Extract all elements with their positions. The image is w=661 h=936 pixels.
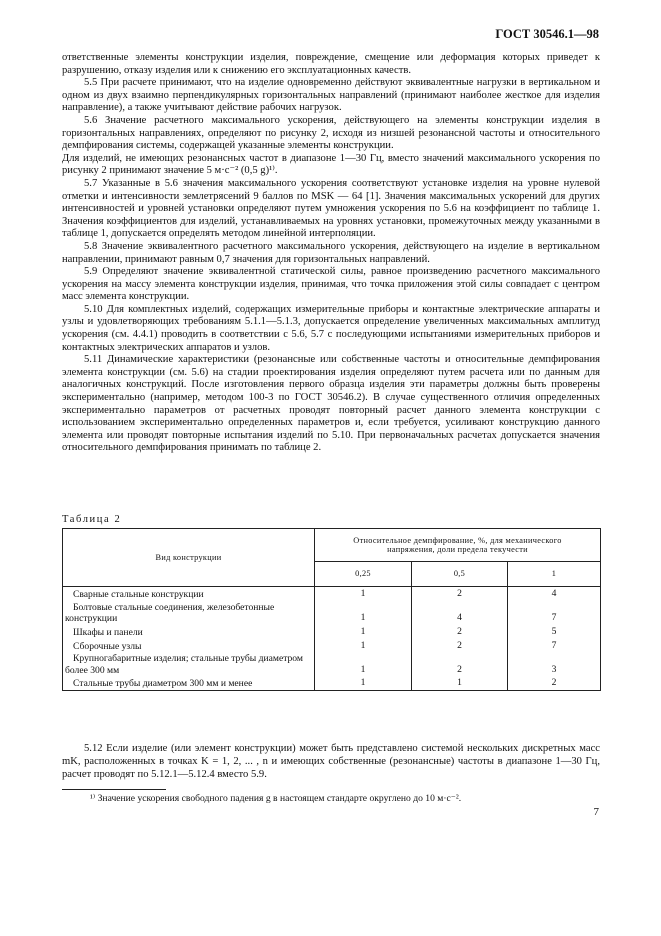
table-cell: 2	[412, 638, 508, 652]
column-header-damping: Относительное демпфирование, %, для механического напряжения, доли предела текучести	[315, 529, 601, 562]
table-cell: 5	[508, 625, 601, 639]
table-caption: Таблица 2	[62, 514, 122, 525]
paragraph-continuation: ответственные элементы конструкции изделия, повреждение, смещение или деформация которых приведет к разрушению, отказу изделия или к снижению его эксплуатационных качеств.	[62, 52, 600, 76]
table-row-name: Шкафы и панели	[63, 625, 315, 639]
standard-header: ГОСТ 30546.1—98	[495, 27, 599, 41]
paragraph-5-8: 5.8 Значение эквивалентного расчетного максимального ускорения, действующего на изделие в вертикальном направлении, принимают равным 0,7 значения для горизонтальных направлений.	[62, 240, 600, 265]
sub-header: 1	[508, 561, 601, 586]
damping-table	[62, 528, 601, 691]
column-header-construction: Вид конструкции	[63, 529, 315, 587]
paragraph-5-6-note: Для изделий, не имеющих резонансных частот в диапазоне 1—30 Гц, вместо значений максимального ускорения по рисунку 2 принимают значение 5 м·с⁻² (0,5 g)¹⁾.	[62, 152, 600, 177]
paragraph-5-6: 5.6 Значение расчетного максимального ускорения, действующего на элементы конструкции изделия в горизонтальных направлениях, определяют по рисунку 2, исходя из низшей резонансной частоты и относительного демпфирования системы, содержащей указанные элементы конструкции.	[62, 114, 600, 152]
table-cell: 7	[508, 638, 601, 652]
footnote: ¹⁾ Значение ускорения свободного падения g в настоящем стандарте округлено до 10 м·с⁻².	[90, 793, 462, 804]
table-cell: 4	[508, 587, 601, 601]
table-cell: 7	[508, 601, 601, 625]
paragraph-5-12: 5.12 Если изделие (или элемент конструкции) может быть представлено системой нескольких дискретных масс mK, расположенных в точках K = 1, 2, ... , n и имеющих собственные (резонансные) частоты в диапазоне 1—30 Гц, расчет проводят по 5.12.1—5.12.4 вместо 5.9.	[62, 743, 600, 780]
footnote-divider	[62, 789, 166, 790]
table-row-name: Сборочные узлы	[63, 638, 315, 652]
table-cell: 3	[508, 652, 601, 676]
table-cell: 1	[315, 638, 412, 652]
table-cell: 1	[315, 625, 412, 639]
sub-header: 0,5	[412, 561, 508, 586]
sub-header: 0,25	[315, 561, 412, 586]
paragraph-5-11: 5.11 Динамические характеристики (резонансные или собственные частоты и относительные демпфирования элемента конструкции (см. 5.6) на стадии проектирования изделия определяют путем расчета или по данным для аналогичных конструкций. После изготовления первого образца изделия эти параметры должны быть проверены экспериментально (например, методом 100-3 по ГОСТ 30546.2). В случае существенного отличия определенных экспериментально параметров от расчетных проводят повторный расчет данного элемента конструкции с использованием экспериментально определенных параметров и, если требуется, усиливают конструкцию данного элемента или проводят повторные испытания изделий по 5.10. При первоначальных расчетах допускается значения относительного демпфирования принимать по таблице 2.	[62, 354, 600, 454]
table-row-name: Крупногабаритные изделия; стальные трубы диаметром более 300 мм	[63, 652, 315, 676]
table-cell: 2	[508, 676, 601, 690]
table-cell: 1	[412, 676, 508, 690]
table-cell: 2	[412, 625, 508, 639]
table-cell: 1	[315, 652, 412, 676]
table-cell: 2	[412, 652, 508, 676]
table-cell: 1	[315, 587, 412, 601]
table-cell: 4	[412, 601, 508, 625]
body-text	[62, 52, 600, 455]
page-number: 7	[593, 806, 599, 818]
paragraph-5-10: 5.10 Для комплектных изделий, содержащих измерительные приборы и контактные электрические аппараты и узлы и удовлетворяющих требованиям 5.1.1—5.1.3, допускается определение увеличенных максимальных амплитуд ускорения (см. 4.4.1) проводить в соответствии с 5.6, 5.7 с последующими испытаниями измерительных приборов и контактных электрических аппаратов и узлов.	[62, 303, 600, 353]
table-row-name: Стальные трубы диаметром 300 мм и менее	[63, 676, 315, 690]
table-row-name: Болтовые стальные соединения, железобетонные конструкции	[63, 601, 315, 625]
paragraph-5-7: 5.7 Указанные в 5.6 значения максимального ускорения соответствуют установке изделия на уровне нулевой отметки и интенсивности землетрясений 9 баллов по MSK — 64 [1]. Значения максимальных ускорений для других интенсивностей и уровней установки определяют путем умножения ускорения по 5.6 на коэффициент по таблице 1. Значения коэффициентов для изделий, устанавливаемых на уровнях установки, промежуточных между указанными в таблице 1, допускается определять методом линейной интерполяции.	[62, 177, 600, 240]
table-cell: 1	[315, 676, 412, 690]
paragraph-5-9: 5.9 Определяют значение эквивалентной статической силы, равное произведению расчетного максимального ускорения на массу элемента конструкции изделия, принимая, что точка приложения этой силы совпадает с центром масс элемента конструкции.	[62, 266, 600, 303]
table-cell: 2	[412, 587, 508, 601]
table-row-name: Сварные стальные конструкции	[63, 587, 315, 601]
table-cell: 1	[315, 601, 412, 625]
paragraph-5-5: 5.5 При расчете принимают, что на изделие одновременно действуют эквивалентные нагрузки в вертикальном и одном из двух взаимно перпендикулярных горизонтальных направлений (принимают наиболее жесткое для изделия направление), а также учитывают действие рабочих нагрузок.	[62, 77, 600, 114]
